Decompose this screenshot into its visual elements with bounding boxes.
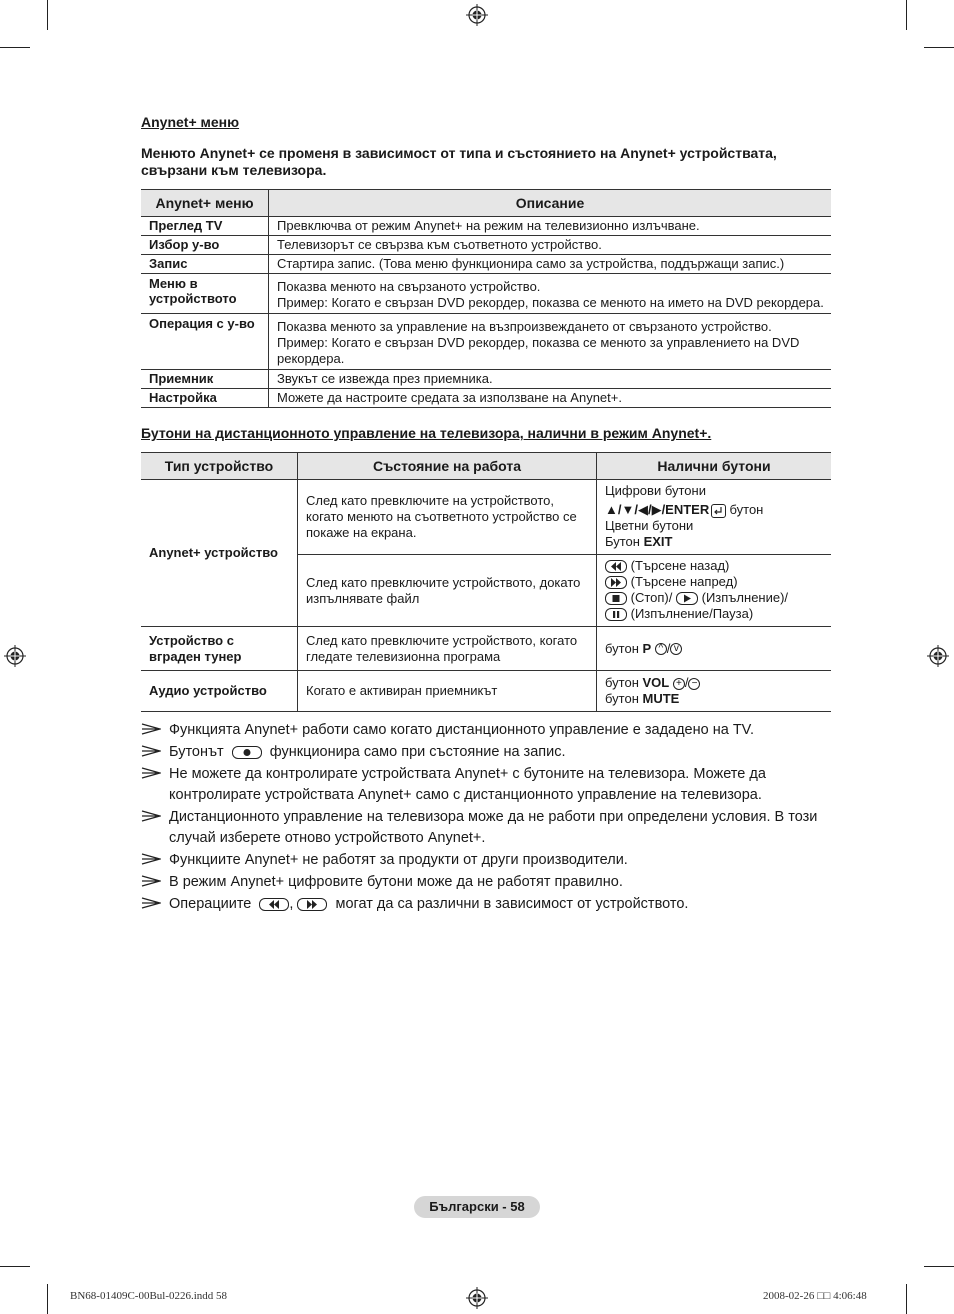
crop-mark [906, 1284, 907, 1314]
menu-desc [269, 314, 832, 370]
crop-mark [924, 47, 954, 48]
note-text: Функциите Anynet+ не работят за продукти от други производители. [169, 852, 628, 868]
registration-mark-icon [927, 645, 949, 667]
table-header: Описание [269, 190, 832, 217]
crop-mark [47, 1284, 48, 1314]
registration-mark-icon [4, 645, 26, 667]
buttons-line [605, 590, 823, 606]
pause-label: (Изпълнение/Пауза) [630, 606, 754, 621]
vol-label: VOL [642, 675, 670, 690]
note-text: Не можете да контролирате устройствата Anynet+ с бутоните на телевизора. Можете да контролирате устройствата Anynet+ само с дистанционното управление на телевизора. [169, 766, 766, 803]
buttons-text: бутон [605, 675, 643, 690]
buttons-line [605, 534, 823, 550]
intro-text: Менюто Anynet+ се променя в зависимост от типа и състоянието на Anynet+ устройствата, свързани към телевизора. [141, 145, 777, 178]
note-text: В режим Anynet+ цифровите бутони може да не работят правилно. [169, 874, 623, 890]
table-row [141, 236, 831, 255]
record-icon [232, 746, 262, 759]
buttons-line: Цветни бутони [605, 518, 694, 533]
note-arrow-icon [141, 895, 161, 916]
menu-key: Преглед TV [141, 217, 269, 236]
note-arrow-icon [141, 721, 161, 742]
buttons-text: Бутон [605, 534, 644, 549]
note-arrow-icon [141, 765, 161, 786]
work-state: След като превключите устройството, когато гледате телевизионна програма [298, 627, 597, 671]
menu-desc: Превключва от режим Anynet+ на режим на телевизионно излъчване. [269, 217, 832, 236]
available-buttons: бутон P ^ / v [597, 627, 832, 671]
buttons-text: бутон [605, 640, 643, 656]
stop-icon [605, 592, 627, 605]
menu-key: Запис [141, 255, 269, 274]
crop-mark [924, 1266, 954, 1267]
fast-forward-icon [297, 898, 327, 911]
crop-mark [0, 1266, 30, 1267]
note-text: функционира само при състояние на запис. [269, 744, 566, 760]
buttons-line [605, 606, 823, 622]
note-text: Дистанционното управление на телевизора може да не работи при определени условия. В този случай изберете отново устройството Anynet+. [169, 809, 818, 846]
device-type: Anynet+ устройство [141, 480, 298, 627]
fast-forward-label: (Търсене напред) [630, 574, 738, 589]
table-header: Състояние на работа [298, 453, 597, 480]
channel-down-icon: v [670, 643, 682, 655]
note-arrow-icon [141, 808, 161, 829]
p-label: P [642, 640, 652, 656]
exit-label: EXIT [643, 534, 673, 549]
buttons-line [605, 574, 823, 590]
volume-up-icon: + [673, 678, 685, 690]
table-row [141, 314, 831, 370]
menu-desc: Можете да настроите средата за използване на Anynet+. [269, 389, 832, 408]
table-row [141, 671, 831, 712]
work-state: След като превключите на устройството, когато менюто на съответното устройство се покаже на екрана. [298, 480, 597, 555]
menu-desc-line: Пример: Когато е свързан DVD рекордер, показва се менюто на името на DVD рекордера. [277, 295, 824, 310]
registration-mark-icon [466, 4, 488, 26]
list-item [141, 807, 831, 849]
volume-down-icon: − [688, 678, 700, 690]
play-label: (Изпълнение)/ [701, 590, 789, 605]
list-item [141, 720, 831, 741]
list-item [141, 742, 831, 763]
nav-enter-label: ▲/▼/◀/▶/ENTER [605, 502, 710, 517]
note-arrow-icon [141, 873, 161, 894]
menu-desc: Звукът се извежда през приемника. [269, 370, 832, 389]
menu-key: Приемник [141, 370, 269, 389]
table-row [141, 627, 831, 671]
table-header: Тип устройство [141, 453, 298, 480]
table-row [141, 389, 831, 408]
crop-mark [47, 0, 48, 30]
page-content [141, 114, 831, 916]
note-text: Функцията Anynet+ работи само когато дистанционното управление е зададено на TV. [169, 722, 755, 738]
work-state: Когато е активиран приемникът [298, 671, 597, 712]
pause-icon [605, 608, 627, 621]
note-text: могат да са различни в зависимост от устройството. [335, 896, 689, 912]
section-title: Anynet+ меню [141, 114, 240, 130]
rewind-icon [605, 560, 627, 573]
menu-key: Операция с у-во [141, 314, 269, 370]
menu-desc-line: Показва менюто на свързаното устройство. [277, 279, 541, 294]
menu-key: Настройка [141, 389, 269, 408]
rewind-icon [259, 898, 289, 911]
table-header: Anynet+ меню [141, 190, 269, 217]
table-row [141, 217, 831, 236]
buttons-text: бутон [725, 502, 764, 517]
buttons-text: бутон [605, 691, 643, 706]
crop-mark [0, 47, 30, 48]
work-state: След като превключите устройството, докато изпълнявате файл [298, 555, 597, 627]
buttons-line: Цифрови бутони [605, 483, 706, 498]
table-header: Налични бутони [597, 453, 832, 480]
remote-section-title: Бутони на дистанционното управление на телевизора, налични в режим Anynet+. [141, 425, 712, 441]
anynet-menu-table [141, 189, 831, 408]
note-text: Бутонът [169, 744, 224, 760]
mute-label: MUTE [642, 691, 680, 706]
table-row [141, 255, 831, 274]
registration-mark-icon [466, 1287, 488, 1309]
list-item [141, 850, 831, 871]
enter-icon [711, 504, 726, 518]
table-row [141, 370, 831, 389]
available-buttons [597, 480, 832, 555]
slug-left: BN68-01409C-00Bul-0226.indd 58 [70, 1290, 228, 1302]
stop-label: (Стоп)/ [630, 590, 673, 605]
page-number-badge: Български - 58 [414, 1196, 540, 1218]
buttons-line [605, 558, 823, 574]
table-row [141, 274, 831, 314]
play-icon [676, 592, 698, 605]
note-arrow-icon [141, 851, 161, 872]
available-buttons [597, 671, 832, 712]
note-text: Операциите [169, 896, 252, 912]
buttons-line [605, 691, 823, 707]
menu-desc: Телевизорът се свързва към съответното устройство. [269, 236, 832, 255]
table-row [141, 480, 831, 555]
available-buttons [597, 555, 832, 627]
menu-desc-line: Показва менюто за управление на възпроизвеждането от свързаното устройство. [277, 319, 772, 334]
note-arrow-icon [141, 743, 161, 764]
menu-key: Избор у-во [141, 236, 269, 255]
buttons-line: бутон VOL + / − [605, 675, 823, 691]
menu-desc-line: Пример: Когато е свързан DVD рекордер, показва се менюто за управлението на DVD рекордера. [277, 335, 800, 366]
list-item [141, 872, 831, 893]
device-type: Аудио устройство [141, 671, 298, 712]
menu-key: Меню в устройството [141, 274, 269, 314]
list-item [141, 764, 831, 806]
crop-mark [906, 0, 907, 30]
buttons-line [605, 502, 823, 518]
menu-desc: Стартира запис. (Това меню функционира само за устройства, поддържащи запис.) [269, 255, 832, 274]
slug-right: 2008-02-26 □□ 4:06:48 [763, 1290, 867, 1302]
list-item: Операциите , могат да са различни в зависимост от устройството. [141, 894, 831, 915]
notes-list [141, 720, 831, 915]
device-type: Устройство с вграден тунер [141, 627, 298, 671]
channel-up-icon: ^ [655, 643, 667, 655]
fast-forward-icon [605, 576, 627, 589]
rewind-label: (Търсене назад) [630, 558, 730, 573]
menu-desc [269, 274, 832, 314]
remote-buttons-table [141, 452, 831, 712]
